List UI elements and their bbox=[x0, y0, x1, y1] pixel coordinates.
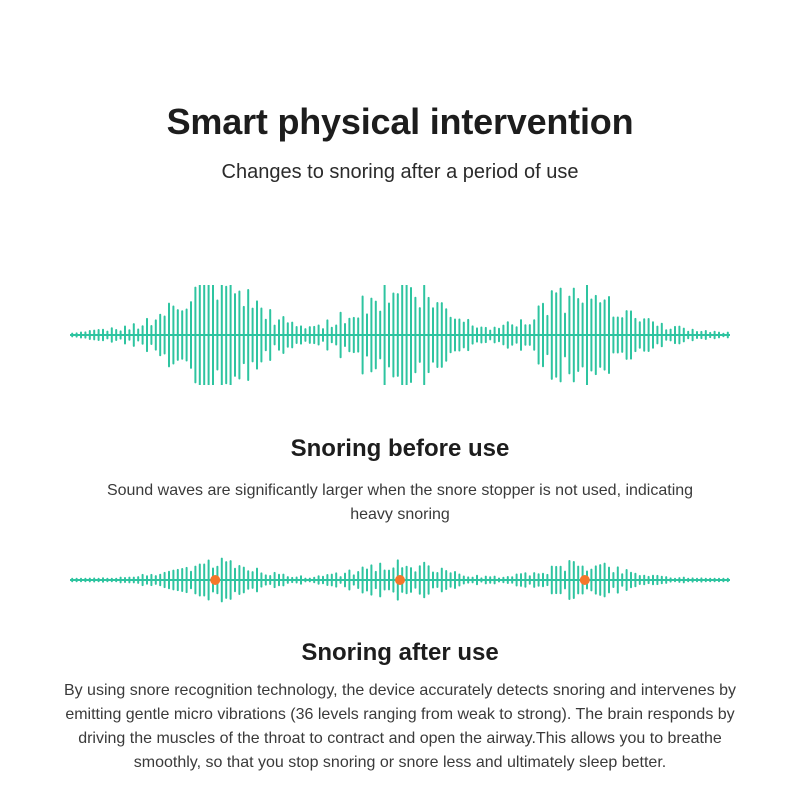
waveform-after bbox=[70, 555, 730, 605]
after-use-heading: Snoring after use bbox=[301, 639, 499, 666]
vibration-point-marker bbox=[580, 575, 590, 585]
before-use-description: Sound waves are significantly larger when the snore stopper is not used, indicating heavy snoring bbox=[106, 482, 694, 523]
waveform-before bbox=[70, 285, 730, 385]
after-use-section bbox=[0, 555, 800, 775]
before-use-section bbox=[0, 285, 800, 527]
page-title: Smart physical intervention bbox=[166, 101, 634, 142]
waveform-after-container bbox=[0, 555, 800, 605]
after-use-description: By using snore recognition technology, the device accurately detects snoring and intervenes by emitting gentle micro vibrations (36 levels ranging from weak to strong). The brain responds by driving the muscles of the throat to contract and open the airway.This allows you to breathe smoothly, so that you stop snoring or snore less and ultimately sleep better. bbox=[63, 682, 737, 771]
before-use-heading: Snoring before use bbox=[290, 435, 510, 462]
vibration-point-marker bbox=[395, 575, 405, 585]
vibration-point-marker bbox=[210, 575, 220, 585]
page-subtitle: Changes to snoring after a period of use bbox=[221, 161, 579, 183]
waveform-before-container bbox=[0, 285, 800, 385]
